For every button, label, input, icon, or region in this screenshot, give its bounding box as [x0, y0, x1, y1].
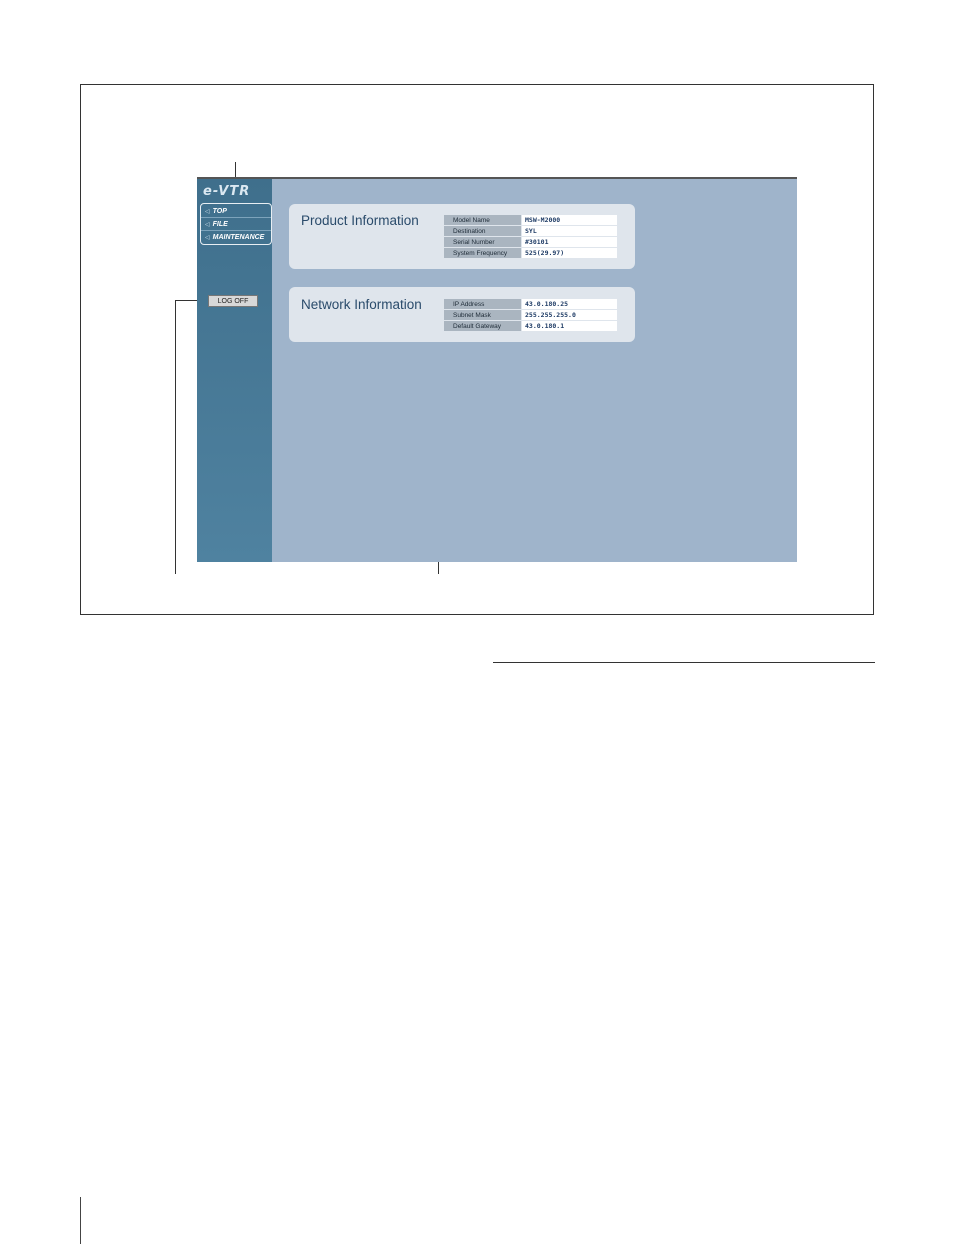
field-value: 255.255.255.0: [522, 310, 618, 321]
sidebar-item-maintenance[interactable]: [201, 231, 271, 243]
network-info-table: [443, 298, 618, 332]
callout-line-logoff-v: [175, 300, 176, 574]
sidebar-item-file[interactable]: [201, 218, 271, 231]
arrow-icon: ◁: [205, 221, 210, 228]
table-row: [444, 310, 618, 321]
table-row: [444, 299, 618, 310]
field-value: #30101: [522, 237, 618, 248]
arrow-icon: ◁: [205, 234, 210, 241]
field-label: Model Name: [444, 215, 522, 226]
field-value: 525(29.97): [522, 248, 618, 259]
field-label: IP Address: [444, 299, 522, 310]
sidebar-item-label: TOP: [212, 207, 227, 215]
field-label: System Frequency: [444, 248, 522, 259]
table-row: [444, 226, 618, 237]
page-margin-line: [80, 1197, 81, 1244]
field-value: 43.0.180.1: [522, 321, 618, 332]
network-info-title: Network Information: [301, 297, 422, 312]
evtr-logo: e-VTR: [203, 184, 251, 199]
sidebar-item-label: FILE: [212, 220, 228, 228]
browser-screen: [197, 177, 797, 562]
section-rule: [493, 662, 875, 663]
field-label: Destination: [444, 226, 522, 237]
network-info-panel: [289, 287, 635, 342]
table-row: [444, 237, 618, 248]
sidebar-item-top[interactable]: [201, 205, 271, 218]
field-label: Default Gateway: [444, 321, 522, 332]
field-value: SYL: [522, 226, 618, 237]
sidebar-item-label: MAINTENANCE: [212, 233, 265, 241]
sidebar: [197, 179, 272, 562]
product-info-table: [443, 214, 618, 259]
field-value: 43.0.180.25: [522, 299, 618, 310]
table-row: [444, 321, 618, 332]
product-info-title: Product Information: [301, 213, 419, 228]
field-label: Subnet Mask: [444, 310, 522, 321]
nav-menu: [200, 203, 272, 245]
arrow-icon: ◁: [205, 208, 210, 215]
field-label: Serial Number: [444, 237, 522, 248]
product-info-panel: [289, 204, 635, 269]
field-value: MSW-M2000: [522, 215, 618, 226]
logoff-button[interactable]: LOG OFF: [208, 295, 258, 307]
table-row: [444, 215, 618, 226]
table-row: [444, 248, 618, 259]
